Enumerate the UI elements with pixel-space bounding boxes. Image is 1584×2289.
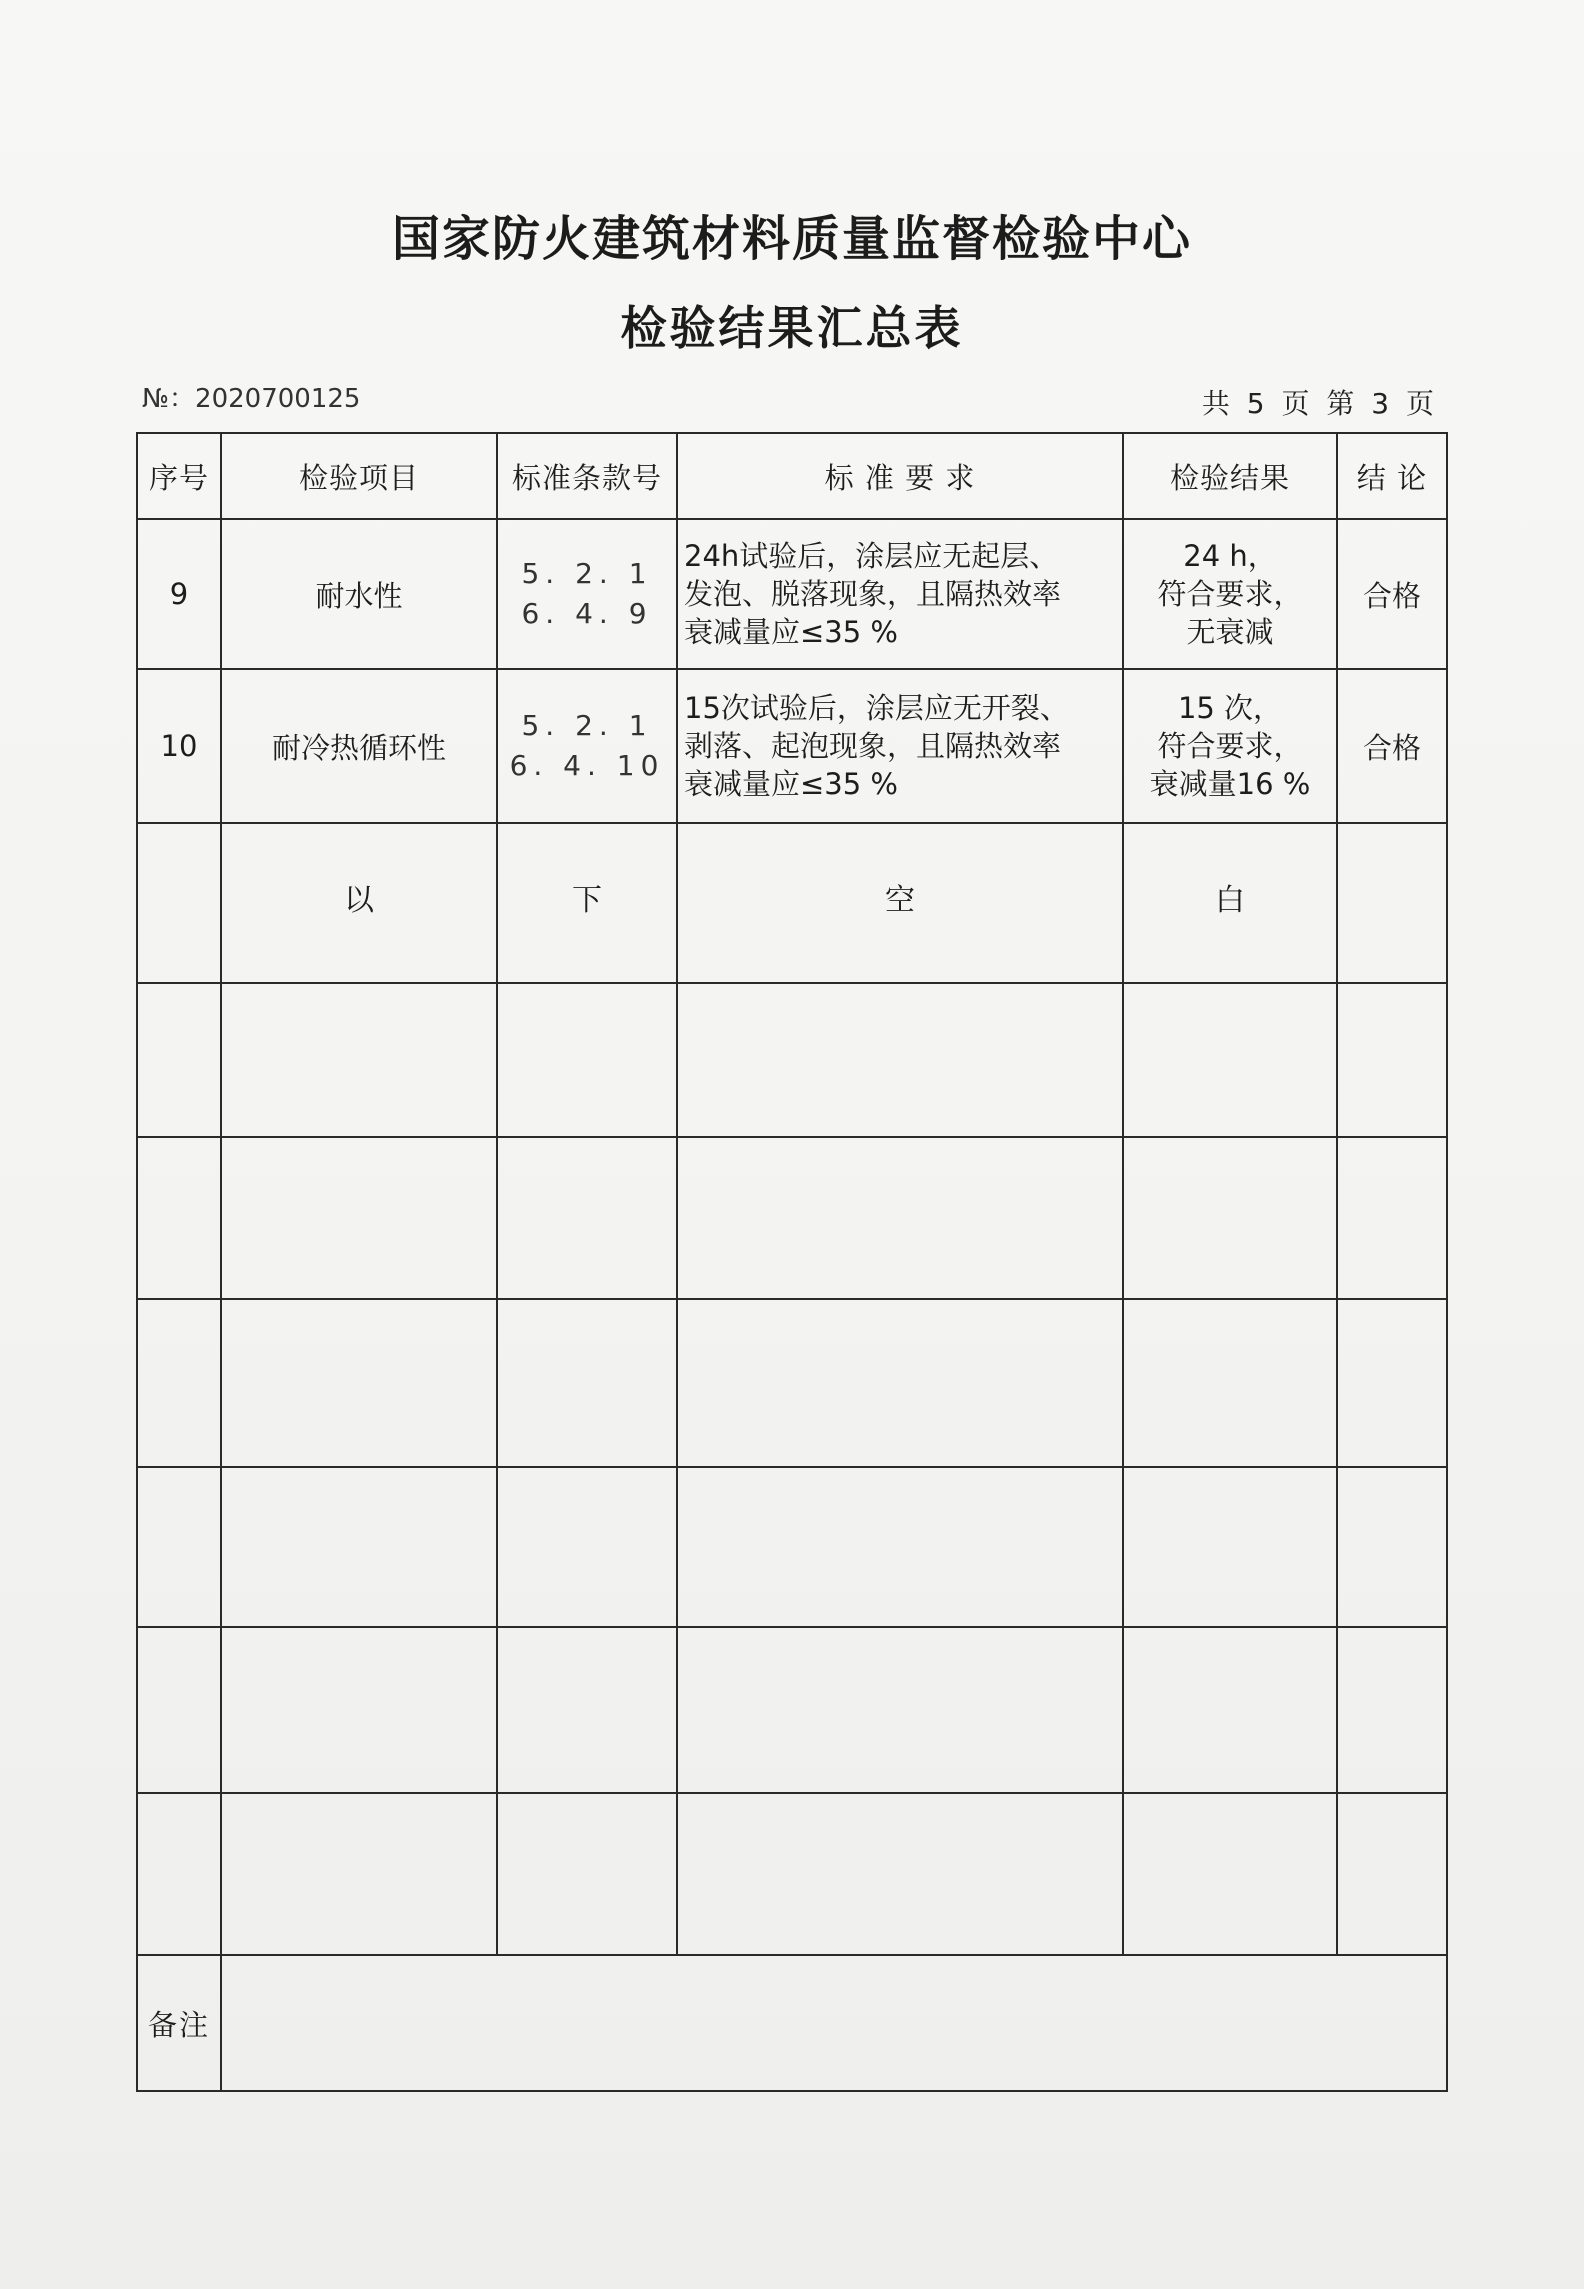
table-row	[137, 669, 1447, 823]
result-line: 24 h，	[1183, 539, 1277, 573]
remark-label	[137, 1955, 221, 2091]
clause-line: 5. 2. 1	[521, 709, 653, 742]
cell-empty	[497, 1793, 677, 1955]
cell-empty	[1123, 1627, 1337, 1793]
result-line: 衰减量16 %	[1149, 767, 1311, 801]
cell-empty	[1123, 1793, 1337, 1955]
org-title: 国家防火建筑材料质量监督检验中心	[391, 211, 1192, 267]
empty-row	[137, 1137, 1447, 1299]
cell-result	[1123, 519, 1337, 669]
column-header-requirement: 标 准 要 求	[677, 433, 1123, 519]
cell-empty	[137, 1793, 221, 1955]
cell-seq: 10	[137, 669, 221, 823]
cell-item: 耐水性	[221, 519, 497, 669]
result-line: 符合要求，	[1157, 577, 1303, 611]
cell-empty	[221, 1793, 497, 1955]
table-row	[137, 519, 1447, 669]
cell-empty	[221, 1137, 497, 1299]
cell-empty	[1337, 983, 1447, 1137]
cell-empty	[497, 1137, 677, 1299]
cell-requirement	[677, 669, 1123, 823]
result-line: 符合要求，	[1157, 729, 1303, 763]
cell-empty	[677, 1299, 1123, 1467]
cell-empty	[1123, 1467, 1337, 1627]
cell-empty	[1337, 1793, 1447, 1955]
cell-empty	[677, 1137, 1123, 1299]
requirement-line: 衰减量应≤35 %	[684, 767, 898, 801]
empty-row	[137, 1467, 1447, 1627]
cell-empty	[677, 1467, 1123, 1627]
cell-empty	[137, 1467, 221, 1627]
cell-empty	[677, 1627, 1123, 1793]
cell-clause	[497, 519, 677, 669]
column-header-result: 检验结果	[1123, 433, 1337, 519]
empty-row	[137, 1299, 1447, 1467]
result-line: 无衰减	[1186, 615, 1274, 649]
column-header-clause: 标准条款号	[497, 433, 677, 519]
cell-empty	[1123, 1137, 1337, 1299]
empty-row	[137, 1627, 1447, 1793]
cell-empty	[137, 1299, 221, 1467]
cell-seq: 9	[137, 519, 221, 669]
cell-clause	[497, 669, 677, 823]
column-header-item: 检验项目	[221, 433, 497, 519]
cell-empty	[137, 983, 221, 1137]
doc-title: 检验结果汇总表	[620, 301, 964, 355]
blank-word: 以	[344, 883, 374, 918]
empty-row	[137, 983, 1447, 1137]
requirement-line: 24h试验后，涂层应无起层、	[684, 539, 1059, 573]
requirement-line: 15次试验后，涂层应无开裂、	[684, 691, 1069, 725]
blank-word: 空	[885, 883, 915, 918]
cell-empty	[677, 1793, 1123, 1955]
cell-empty	[137, 823, 221, 983]
remark-value	[221, 1955, 1447, 2091]
cell-empty	[137, 1137, 221, 1299]
remark-label-text: 备注	[147, 2007, 210, 2042]
cell-empty	[1337, 1137, 1447, 1299]
report-number: №：2020700125	[142, 384, 361, 414]
cell-empty	[221, 1627, 497, 1793]
blank-marker-row	[137, 823, 1447, 983]
cell-empty	[221, 1467, 497, 1627]
clause-line: 6. 4. 10	[509, 749, 665, 782]
cell-empty	[497, 1467, 677, 1627]
cell-empty	[1337, 823, 1447, 983]
clause-line: 6. 4. 9	[521, 597, 653, 630]
blank-word: 下	[572, 883, 602, 918]
results-summary-table	[136, 432, 1448, 2092]
cell-empty	[221, 983, 497, 1137]
cell-empty	[677, 983, 1123, 1137]
cell-empty	[1337, 1627, 1447, 1793]
result-line: 15 次，	[1177, 691, 1283, 725]
clause-line: 5. 2. 1	[521, 557, 653, 590]
cell-conclusion: 合格	[1337, 519, 1447, 669]
cell-empty	[1337, 1299, 1447, 1467]
cell-empty	[1337, 1467, 1447, 1627]
requirement-line: 衰减量应≤35 %	[684, 615, 898, 649]
column-header-conclusion: 结 论	[1337, 433, 1447, 519]
cell-result	[1123, 669, 1337, 823]
cell-empty	[137, 1627, 221, 1793]
requirement-line: 发泡、脱落现象，且隔热效率	[684, 577, 1062, 611]
blank-marker-4	[1123, 823, 1337, 983]
cell-empty	[1123, 1299, 1337, 1467]
cell-empty	[497, 1299, 677, 1467]
cell-empty	[497, 983, 677, 1137]
cell-conclusion: 合格	[1337, 669, 1447, 823]
blank-marker-1	[221, 823, 497, 983]
empty-row	[137, 1793, 1447, 1955]
column-header-seq: 序号	[137, 433, 221, 519]
remark-row	[137, 1955, 1447, 2091]
cell-empty	[221, 1299, 497, 1467]
blank-marker-3	[677, 823, 1123, 983]
blank-marker-2	[497, 823, 677, 983]
page-info: 共 5 页 第 3 页	[1201, 387, 1438, 420]
cell-requirement	[677, 519, 1123, 669]
table-header-row	[137, 433, 1447, 519]
requirement-line: 剥落、起泡现象，且隔热效率	[684, 729, 1062, 763]
cell-empty	[497, 1627, 677, 1793]
blank-word: 白	[1215, 883, 1245, 918]
cell-item: 耐冷热循环性	[221, 669, 497, 823]
cell-empty	[1123, 983, 1337, 1137]
